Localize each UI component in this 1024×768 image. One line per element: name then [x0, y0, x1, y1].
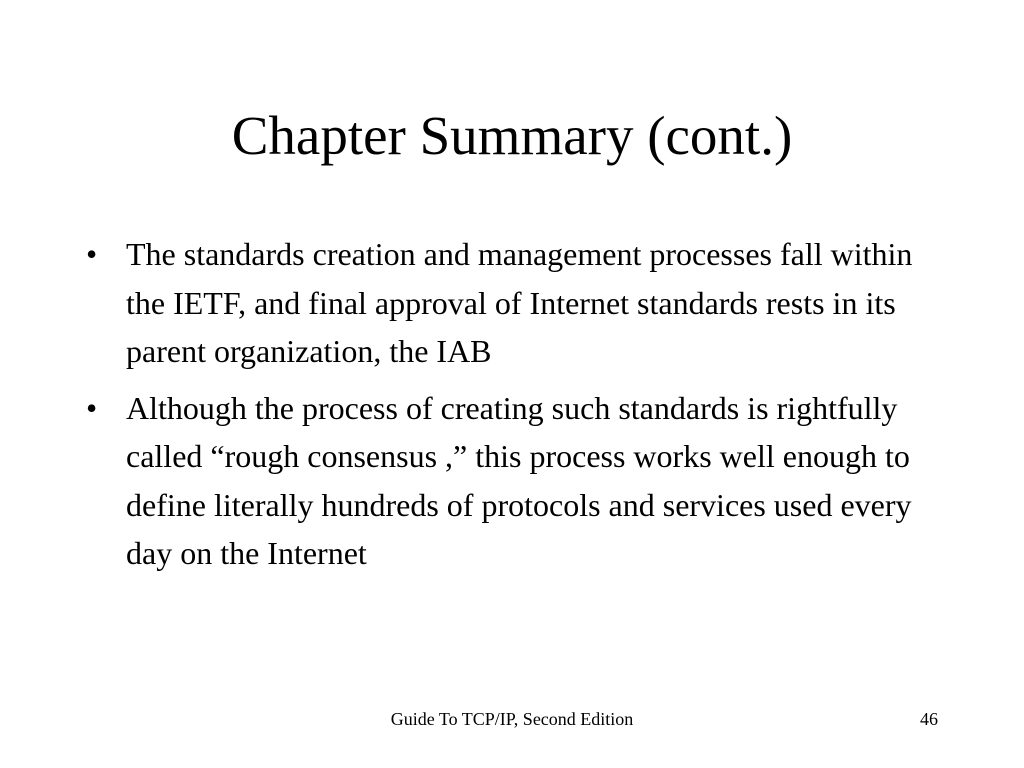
bullet-text: Although the process of creating such standards is rightfully called “rough consensus ,” this process works well enough to define literally hundreds of protocols and services used every day on the Internet [126, 389, 912, 571]
bullet-marker: • [86, 389, 98, 426]
footer-title: Guide To TCP/IP, Second Edition [390, 709, 634, 729]
bullet-marker: • [86, 236, 98, 272]
bullet-text: The standards creation and management processes fall within the IETF, and final approval of Internet standards rests in its parent organization, the IAB [126, 236, 913, 369]
page-number: 46 [920, 709, 938, 729]
bullet-item [86, 230, 946, 376]
slide-title: Chapter Summary (cont.) [231, 105, 793, 166]
bullet-item [86, 384, 946, 578]
bullet-list [86, 230, 946, 586]
